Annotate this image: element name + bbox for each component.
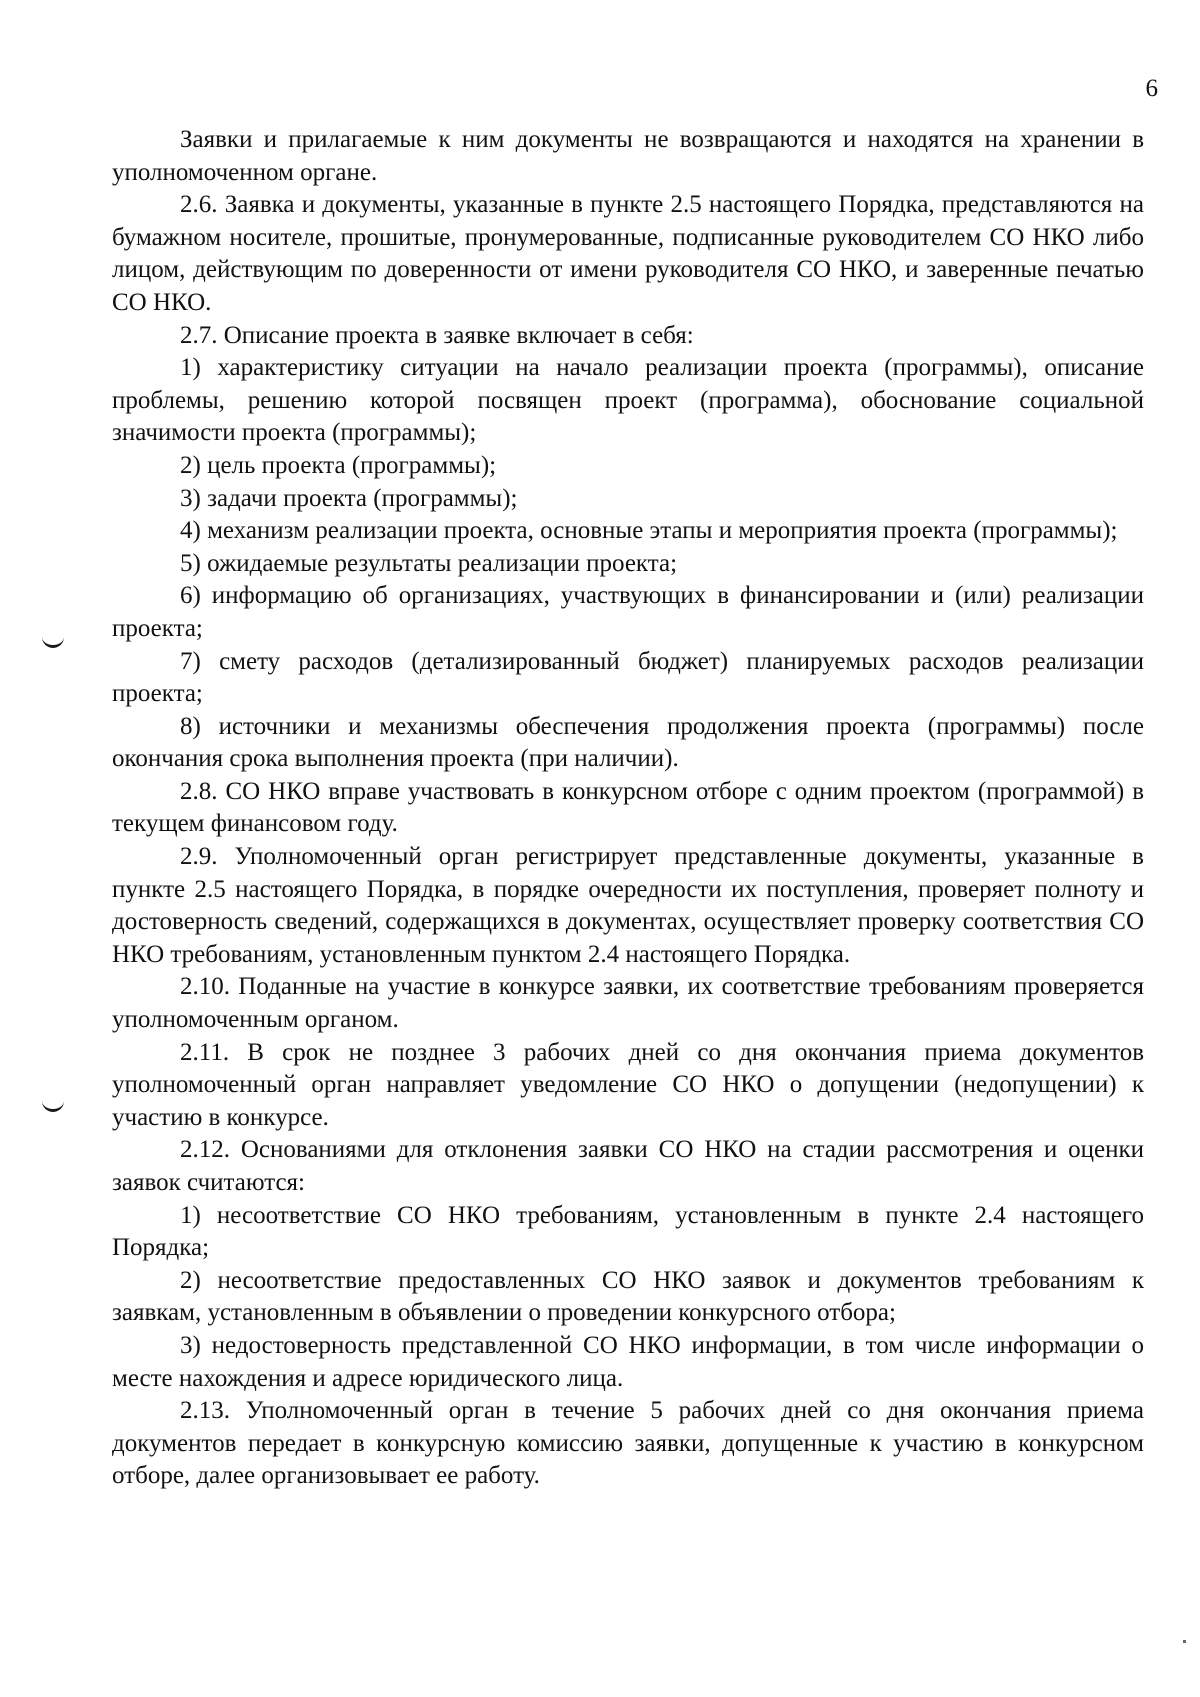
list-item: 6) информацию об организациях, участвующих в финансировании и (или) реализации проекта; xyxy=(112,582,1144,642)
list-item: 2) цель проекта (программы); xyxy=(180,451,497,479)
list-item: 1) характеристику ситуации на начало реализации проекта (программы), описание проблемы, решению которой посвящен проект (программа), обоснование социальной значимости проекта (программы); xyxy=(112,354,1144,447)
paragraph: Заявки и прилагаемые к ним документы не возвращаются и находятся на хранении в уполномоченном органе. xyxy=(112,126,1144,186)
list-item: 3) недостоверность представленной СО НКО информации, в том числе информации о месте нахождения и адресе юридического лица. xyxy=(112,1331,1144,1392)
margin-pencil-mark xyxy=(42,1101,64,1112)
list-item: 5) ожидаемые результаты реализации проекта; xyxy=(180,549,678,577)
list-item: 2) несоответствие предоставленных СО НКО заявок и документов требованиям к заявкам, установленным в объявлении о проведении конкурсного отбора; xyxy=(112,1266,1144,1327)
paragraph-2-6: 2.6. Заявка и документы, указанные в пункте 2.5 настоящего Порядка, представляются на бумажном носителе, прошитые, пронумерованные, подписанные руководителем СО НКО либо лицом, действующим по доверенности от имени руководителя СО НКО, и заверенные печатью СО НКО. xyxy=(112,191,1144,316)
paragraph-2-10: 2.10. Поданные на участие в конкурсе заявки, их соответствие требованиям проверяется уполномоченным органом. xyxy=(112,973,1144,1034)
paragraph-2-11: 2.11. В срок не позднее 3 рабочих дней со дня окончания приема документов уполномоченный орган направляет уведомление СО НКО о допущении (недопущении) к участию в конкурсе. xyxy=(112,1038,1144,1131)
paragraph-2-13: 2.13. Уполномоченный орган в течение 5 рабочих дней со дня окончания приема документов передает в конкурсную комиссию заявки, допущенные к участию в конкурсном отборе, далее организовывает ее работу. xyxy=(112,1397,1144,1490)
margin-pencil-mark xyxy=(42,637,64,648)
list-item: 4) механизм реализации проекта, основные этапы и мероприятия проекта (программы); xyxy=(180,517,1118,545)
paragraph-2-8: 2.8. СО НКО вправе участвовать в конкурсном отборе с одним проектом (программой) в текущем финансовом году. xyxy=(112,777,1144,838)
list-item: 1) несоответствие СО НКО требованиям, установленным в пункте 2.4 настоящего Порядка; xyxy=(112,1201,1144,1262)
page-number: 6 xyxy=(1145,75,1158,102)
scan-speck xyxy=(1183,1640,1186,1643)
list-item: 3) задачи проекта (программы); xyxy=(180,484,518,512)
paragraph-2-9: 2.9. Уполномоченный орган регистрирует представленные документы, указанные в пункте 2.5 настоящего Порядка, в порядке очередности их поступления, проверяет полноту и достоверность сведений, содержащихся в документах, осуществляет проверку соответствия СО НКО требованиям, установленным пунктом 2.4 настоящего Порядка. xyxy=(112,843,1144,968)
list-item: 7) смету расходов (детализированный бюджет) планируемых расходов реализации проекта; xyxy=(112,647,1144,708)
list-item: 8) источники и механизмы обеспечения продолжения проекта (программы) после окончания срока выполнения проекта (при наличии). xyxy=(112,712,1144,773)
paragraph-2-7: 2.7. Описание проекта в заявке включает в себя: xyxy=(180,321,694,349)
paragraph-2-12: 2.12. Основаниями для отклонения заявки СО НКО на стадии рассмотрения и оценки заявок считаются: xyxy=(112,1136,1144,1196)
document-body xyxy=(112,124,1144,1493)
